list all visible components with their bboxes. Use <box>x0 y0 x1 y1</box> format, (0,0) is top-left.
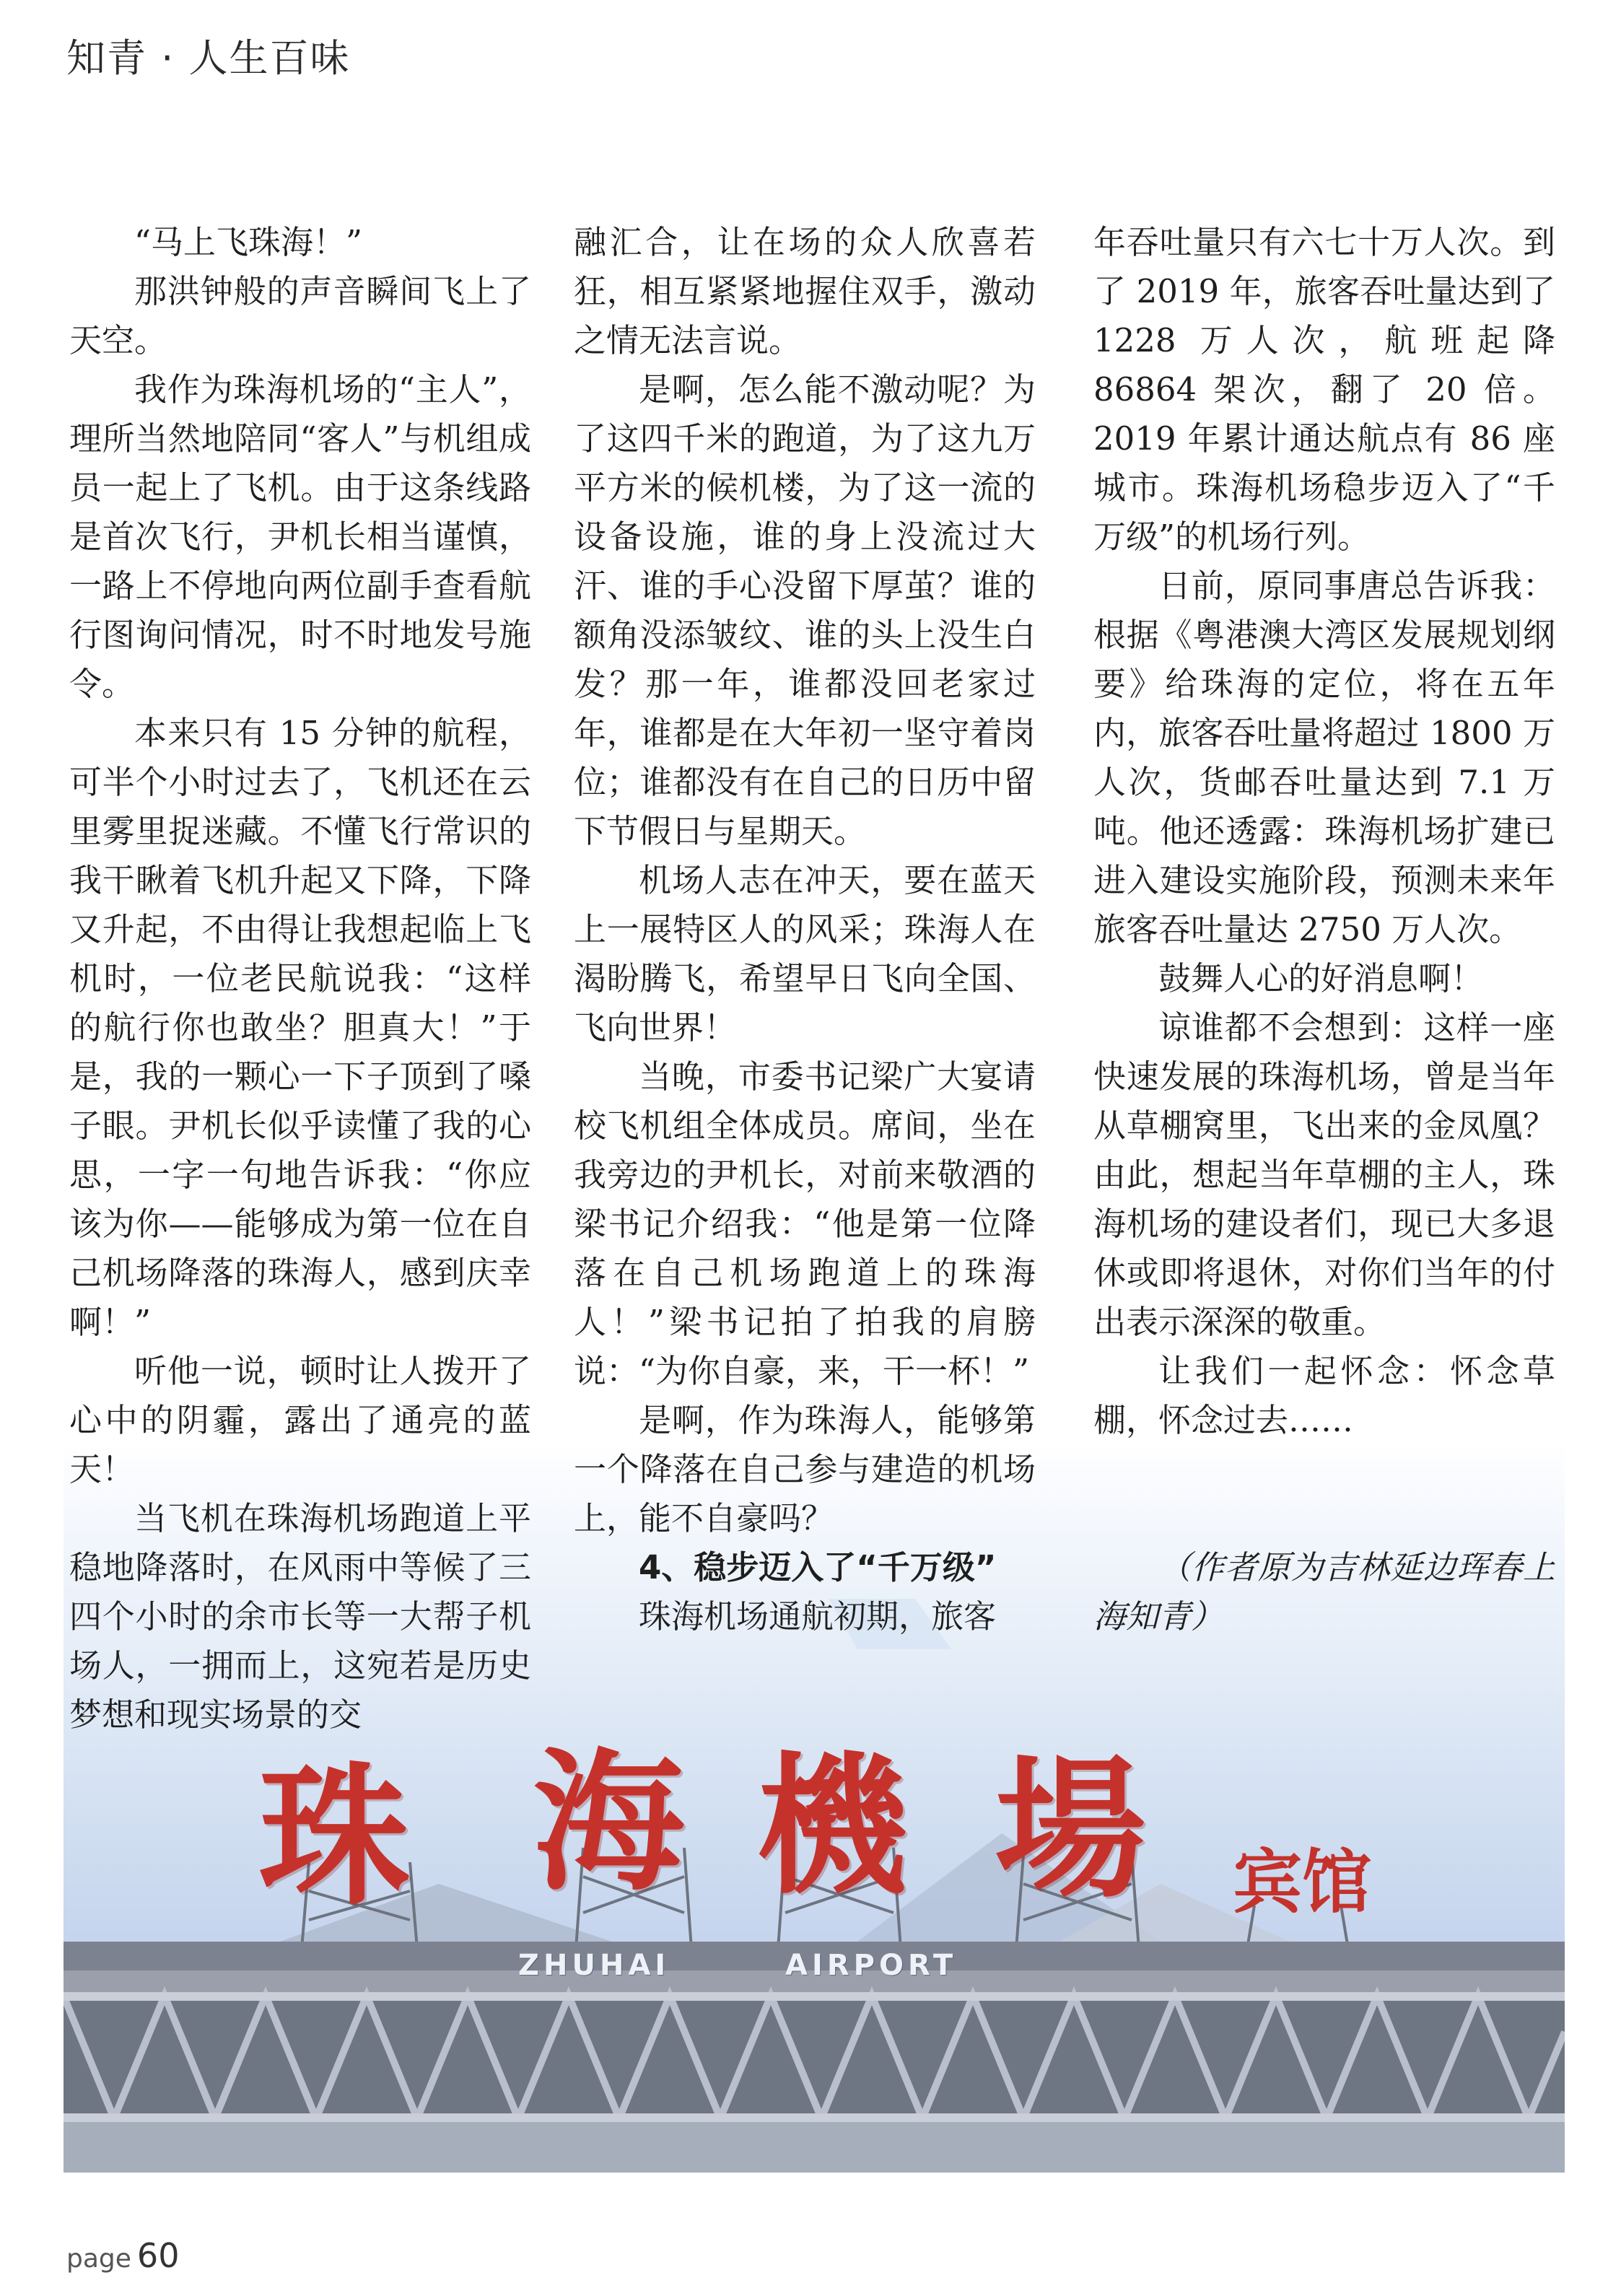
paragraph: 谅谁都不会想到：这样一座快速发展的珠海机场，曾是当年从草棚窝里，飞出来的金凤凰？由此，想起当年草棚的主人，珠海机场的建设者们，现已大多退休或即将退休，对你们当年的付出表示深深的敬重。 <box>1093 1008 1555 1341</box>
page-label: page <box>66 2244 131 2274</box>
article-column-1 <box>69 218 531 1740</box>
paragraph: 日前，原同事唐总告诉我：根据《粤港澳大湾区发展规划纲要》给珠海的定位，将在五年内，旅客吞吐量将超过 1800 万人次，货邮吞吐量达到 7.1 万吨。他还透露：珠海机场扩建已进入建设实施阶段，预测未来年旅客吞吐量达 2750 万人次。 <box>1093 567 1555 948</box>
paragraph: 机场人志在冲天，要在蓝天上一展特区人的风采；珠海人在渴盼腾飞，希望早日飞向全国、飞向世界！ <box>574 861 1036 1047</box>
spacer <box>1093 1445 1555 1543</box>
article-column-2 <box>574 218 1036 1641</box>
sign-char-ji: 機 <box>756 1737 909 1915</box>
paragraph: 本来只有 15 分钟的航程，可半个小时过去了，飞机还在云里雾里捉迷藏。不懂飞行常识的我干瞅着飞机升起又下降，下降又升起，不由得让我想起临上飞机时，一位老民航说我：“这样的航行你也敢坐？胆真大！”于是，我的一颗心一下子顶到了嗓子眼。尹机长似乎读懂了我的心思，一字一句地告诉我：“你应该为你——能够成为第一位在自己机场降落的珠海人，感到庆幸啊！” <box>69 714 531 1341</box>
page-header-title: 知青 · 人生百味 <box>66 35 351 81</box>
sign-english-right: AIRPORT <box>785 1949 958 1982</box>
sign-char-zhu: 珠 <box>258 1747 411 1926</box>
paragraph: 当飞机在珠海机场跑道上平稳地降落时，在风雨中等候了三四个小时的余市长等一大帮子机场人，一拥而上，这宛若是历史梦想和现实场景的交 <box>69 1499 531 1734</box>
sign-small-text: 宾馆 <box>1233 1841 1371 1923</box>
sign-char-hai: 海 <box>533 1733 685 1911</box>
sign-english-left: ZHUHAI <box>518 1949 670 1982</box>
paragraph: 融汇合，让在场的众人欣喜若狂，相互紧紧地握住双手，激动之情无法言说。 <box>574 223 1036 359</box>
paragraph: 那洪钟般的声音瞬间飞上了天空。 <box>69 272 531 359</box>
paragraph: 听他一说，顿时让人拨开了心中的阴霾，露出了通亮的蓝天！ <box>69 1352 531 1488</box>
paragraph: 让我们一起怀念：怀念草棚，怀念过去…… <box>1093 1352 1555 1439</box>
paragraph: 当晚，市委书记梁广大宴请校飞机组全体成员。席间，坐在我旁边的尹机长，对前来敬酒的梁书记介绍我：“他是第一位降落在自己机场跑道上的珠海人！”梁书记拍了拍我的肩膀说：“为你自豪，来，干一杯！” <box>574 1057 1036 1390</box>
paragraph: “马上飞珠海！” <box>69 223 363 261</box>
paragraph: 是啊，作为珠海人，能够第一个降落在自己参与建造的机场上，能不自豪吗？ <box>574 1401 1036 1537</box>
article-column-3 <box>1093 218 1555 1641</box>
section-heading: 4、稳步迈入了“千万级” <box>639 1548 997 1586</box>
paragraph: 我作为珠海机场的“主人”，理所当然地陪同“客人”与机组成员一起上了飞机。由于这条线路是首次飞行，尹机长相当谨慎，一路上不停地向两位副手查看航行图询问情况，时不时地发号施令。 <box>69 370 531 703</box>
paragraph: 珠海机场通航初期，旅客 <box>639 1597 997 1636</box>
sign-char-chang: 場 <box>995 1740 1147 1919</box>
paragraph: 年吞吐量只有六七十万人次。到了 2019 年，旅客吞吐量达到了 1228 万人次，航班起降 86864 架次，翻了 20 倍。2019 年累计通达航点有 86 座城市。珠海机场稳步迈入了“千万级”的机场行列。 <box>1093 223 1555 556</box>
author-byline: （作者原为吉林延边珲春上海知青） <box>1093 1548 1555 1636</box>
paragraph: 鼓舞人心的好消息啊！ <box>1158 959 1484 998</box>
paragraph: 是啊，怎么能不激动呢？为了这四千米的跑道，为了这九万平方米的候机楼，为了这一流的设备设施，谁的身上没流过大汗、谁的手心没留下厚茧？谁的额角没添皱纹、谁的头上没生白发？那一年，谁都没回老家过年，谁都是在大年初一坚守着岗位；谁都没有在自己的日历中留下节假日与星期天。 <box>574 370 1036 850</box>
page-footer <box>66 2236 179 2275</box>
page-number: 60 <box>136 2236 180 2275</box>
